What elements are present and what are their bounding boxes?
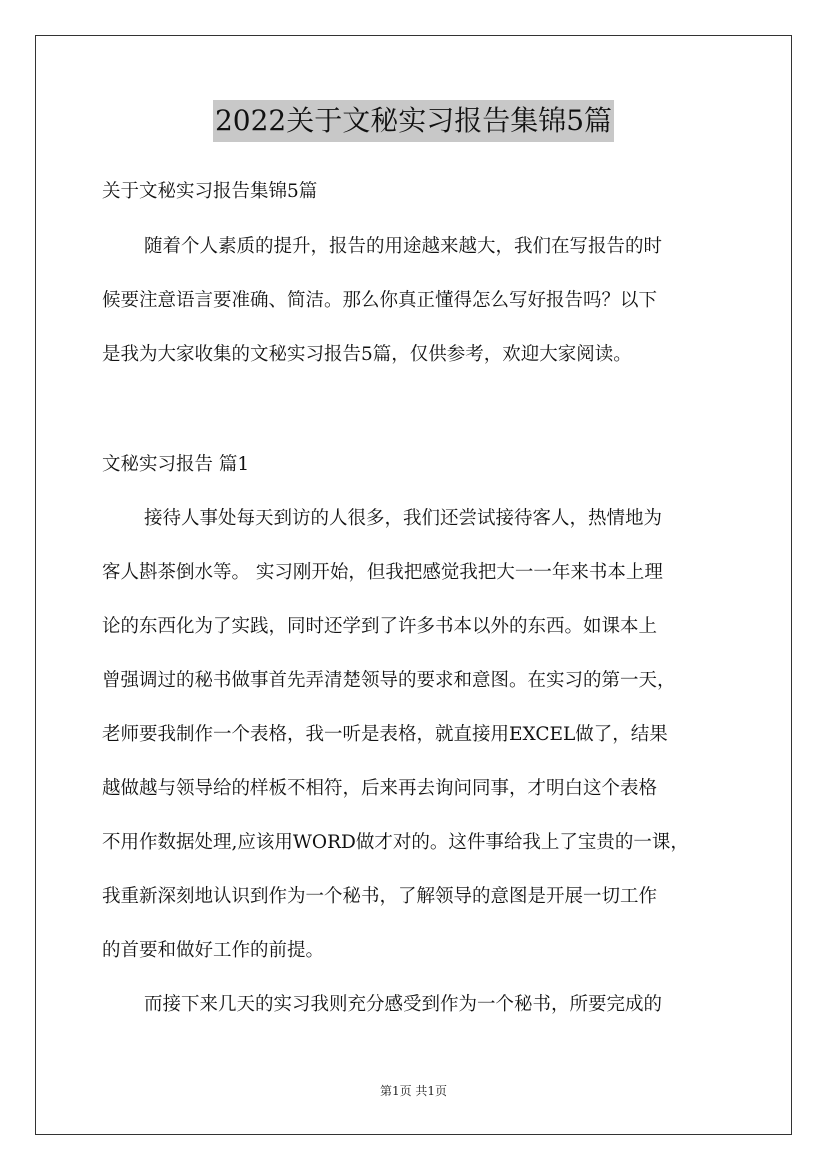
para1-line-7: 不用作数据处理,应该用WORD做才对的。这件事给我上了宝贵的一课，	[102, 832, 689, 853]
para1-line-4: 曾强调过的秘书做事首先弄清楚领导的要求和意图。在实习的第一天，	[102, 670, 676, 691]
document-title: 2022关于文秘实习报告集锦5篇	[213, 100, 614, 142]
para1-line-8: 我重新深刻地认识到作为一个秘书，了解领导的意图是开展一切工作	[102, 886, 658, 907]
title-wrap	[0, 100, 827, 142]
intro-line-3: 是我为大家收集的文秘实习报告5篇，仅供参考，欢迎大家阅读。	[102, 344, 632, 365]
page-footer: 第1页 共1页	[379, 1084, 448, 1098]
section-heading-1: 文秘实习报告 篇1	[102, 454, 250, 475]
intro-line-1: 随着个人素质的提升，报告的用途越来越大，我们在写报告的时	[144, 236, 663, 257]
intro-line-2: 候要注意语言要准确、简洁。那么你真正懂得怎么写好报告吗？以下	[102, 290, 658, 311]
para1-line-6: 越做越与领导给的样板不相符，后来再去询问同事，才明白这个表格	[102, 778, 658, 799]
para1-line-2: 客人斟茶倒水等。 实习刚开始，但我把感觉我把大一一年来书本上理	[102, 562, 663, 583]
para2-line-1: 而接下来几天的实习我则充分感受到作为一个秘书，所要完成的	[144, 994, 663, 1015]
para1-line-1: 接待人事处每天到访的人很多，我们还尝试接待客人，热情地为	[144, 508, 663, 529]
para1-line-9: 的首要和做好工作的前提。	[102, 940, 325, 961]
para1-line-3: 论的东西化为了实践，同时还学到了许多书本以外的东西。如课本上	[102, 616, 658, 637]
subtitle: 关于文秘实习报告集锦5篇	[102, 181, 318, 202]
para1-line-5: 老师要我制作一个表格，我一听是表格，就直接用EXCEL做了，结果	[102, 724, 668, 745]
